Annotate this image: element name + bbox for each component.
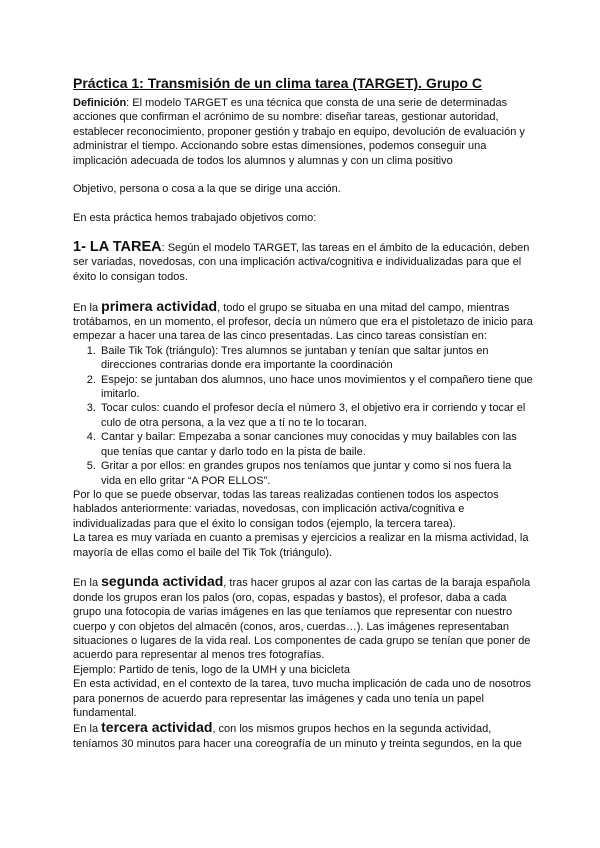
third-activity-prefix: En la <box>73 723 102 736</box>
first-activity-paragraph <box>73 299 533 344</box>
list-item: 5. Gritar a por ellos: en grandes grupos nos teníamos que juntar y como si nos fuera la vida en ello gritar “A POR ELLOS”. <box>99 459 533 488</box>
second-activity-prefix: En la <box>73 577 102 590</box>
document-body <box>73 74 533 751</box>
objective-paragraph: Objetivo, persona o cosa a la que se dirige una acción. <box>73 183 341 196</box>
second-activity-text: , tras hacer grupos al azar con las cartas de la baraja española donde los grupos eran los palos (oro, copas, espadas y bastos), el profesor, daba a cada grupo una fotocopia de varias imágenes en las que teníamos que representar con nuestro cuerpo y con objetos del almacén (conos, aros, cuerdas…). Las imágenes representaban situaciones o lugares de la vida real. Los componentes de cada grupo se tenían que poner de acuerdo para representar al menos tres fotografías. <box>73 577 531 662</box>
first-activity-prefix: En la <box>73 301 102 314</box>
second-activity-paragraph <box>73 574 533 662</box>
definition-text: : El modelo TARGET es una técnica que consta de una serie de determinadas acciones que confirman el acrónimo de su nombre: diseñar tareas, gestionar autoridad, establecer reconocimiento, proponer gestión y trabajo en equipo, devolución de evaluación y administrar el tiempo. Accionando sobre estas dimensiones, podemos conseguir una implicación adecuada de todos los alumnos y alumnas y con un clima positivo <box>73 97 525 167</box>
second-activity-example: Ejemplo: Partido de tenis, logo de la UMH y una bicicleta <box>73 663 350 676</box>
task-heading: 1- LA TAREA <box>73 239 162 256</box>
definition-paragraph <box>73 96 533 168</box>
second-activity-summary: En esta actividad, en el contexto de la tarea, tuvo mucha implicación de cada uno de nosotros para ponernos de acuerdo para representar las imágenes y cada uno tenía un papel fundamental. <box>73 678 532 719</box>
task-text: : Según el modelo TARGET, las tareas en el ámbito de la educación, deben ser variadas, novedosas, con una implicación activa/cognitiva e individualizadas para que el éxito lo consigan todos. <box>73 242 530 283</box>
task-list <box>73 344 533 488</box>
list-item: 3. Tocar culos: cuando el profesor decía el número 3, el objetivo era ir corriendo y tocar el culo de otra persona, a la vez que a tí no te lo tocaran. <box>99 401 533 430</box>
list-item: 2. Espejo: se juntaban dos alumnos, uno hace unos movimientos y el compañero tiene que imitarlo. <box>99 373 533 402</box>
list-item: 1. Baile Tik Tok (triángulo): Tres alumnos se juntaban y tenían que saltar juntos en direcciones contrarias donde era importante la coordinación <box>99 344 533 373</box>
third-activity-heading: tercera actividad <box>101 719 213 736</box>
intro-paragraph: En esta práctica hemos trabajado objetivos como: <box>73 212 317 225</box>
list-item: 4. Cantar y bailar: Empezaba a sonar canciones muy conocidas y muy bailables con las que tenías que cantar y darlo todo en la pista de baile. <box>99 430 533 459</box>
third-activity-paragraph <box>73 720 533 751</box>
second-activity-heading: segunda actividad <box>101 573 224 590</box>
first-activity-heading: primera actividad <box>101 297 218 314</box>
first-activity-variety: La tarea es muy variada en cuanto a premisas y ejercicios a realizar en la misma actividad, la mayoría de ellas como el baile del Tik Tok (triángulo). <box>73 532 529 559</box>
page-title: Práctica 1: Transmisión de un clima tarea (TARGET). Grupo C <box>73 75 482 91</box>
first-activity-summary: Por lo que se puede observar, todas las tareas realizadas contienen todos los aspectos hablados anteriormente: variadas, novedosas, con implicación activa/cognitiva e individualizadas para que el éxito lo consigan todos (ejemplo, la tercera tarea). <box>73 488 499 530</box>
definition-label: Definición <box>73 97 127 109</box>
task-paragraph <box>73 240 533 284</box>
first-activity-text: , todo el grupo se situaba en una mitad del campo, mientras trotábamos, en un momento, el profesor, decía un número que era el pistoletazo de inicio para empezar a hacer una tarea de las cinco presentadas. Las cinco tareas consistían en: <box>73 301 533 343</box>
third-activity-text: , con los mismos grupos hechos en la segunda actividad, teníamos 30 minutos para hacer una coreografía de un minuto y treinta segundos, en la que <box>73 723 522 750</box>
